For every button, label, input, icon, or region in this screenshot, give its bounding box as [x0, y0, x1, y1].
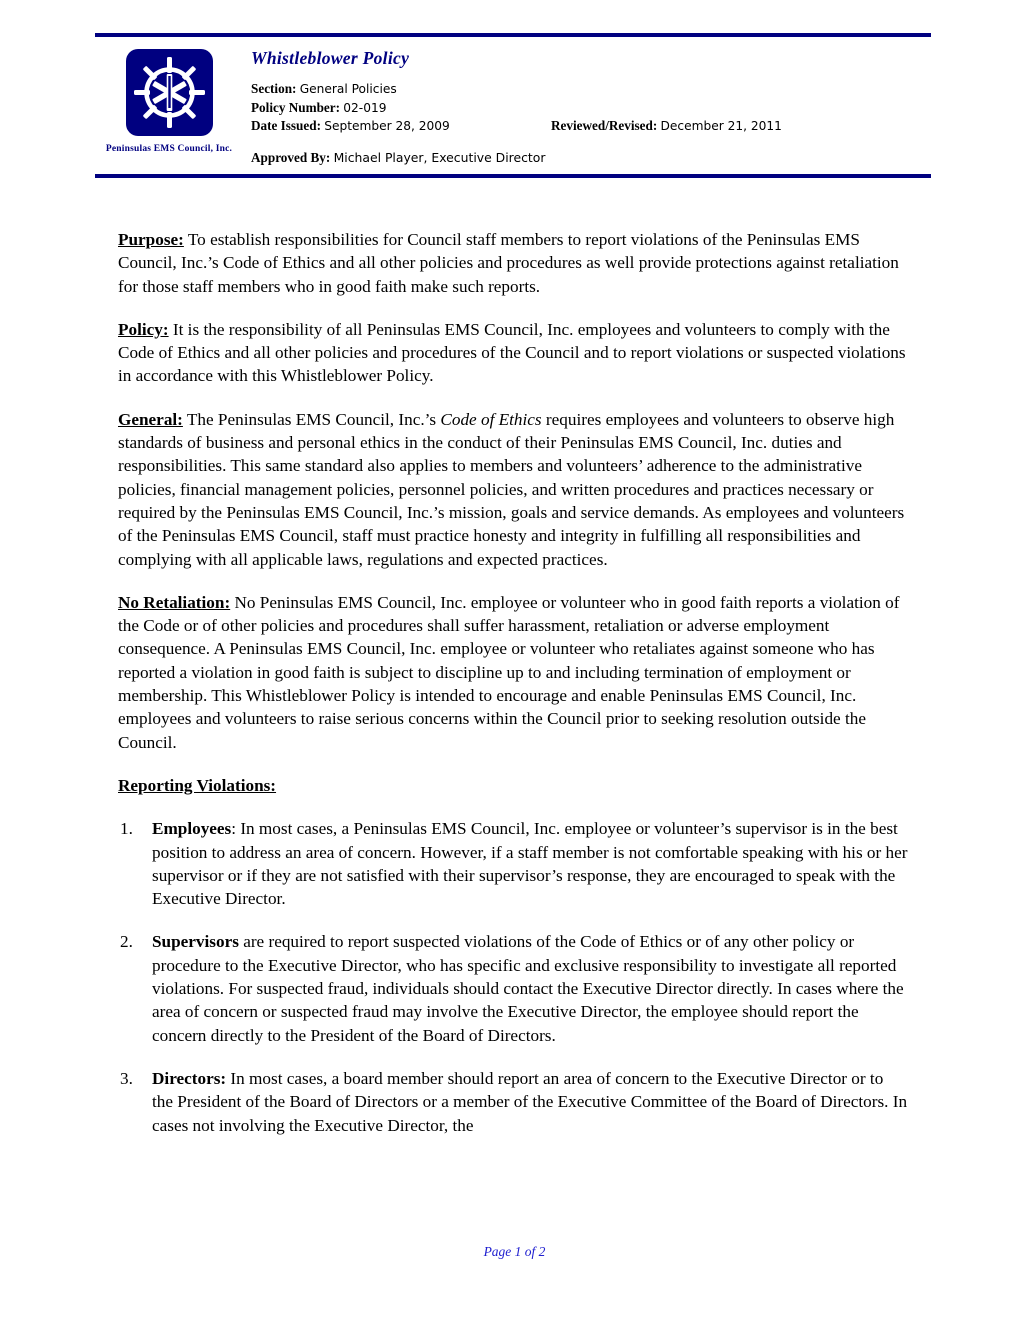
- header-bottom-rule: [95, 174, 931, 178]
- header-text-block: [243, 46, 931, 166]
- list-item-text: In most cases, a board member should report an area of concern to the Executive Director or to the President of the Board of Directors or a member of the Executive Committee of the Board of Directors. In cases not involving the Executive Director, the: [152, 1068, 908, 1135]
- list-item-number: 1.: [120, 819, 133, 839]
- list-item: [118, 930, 908, 1046]
- list-item-text: : In most cases, a Peninsulas EMS Council, Inc. employee or volunteer’s supervisor is in the best position to address an area of concern. However, if a staff member is not comfortable speaking with his or her supervisor or if they are not satisfied with their supervisor’s response, they are encouraged to speak with the Executive Director.: [152, 819, 908, 909]
- list-item-term: Supervisors: [152, 932, 239, 952]
- policy-number-value: 02-019: [343, 100, 387, 115]
- list-item-term: Employees: [152, 819, 232, 839]
- general-italic-phrase: Code of Ethics: [440, 409, 542, 429]
- page-number: Page 1 of 2: [483, 1244, 546, 1259]
- policy-lead: Policy:: [118, 319, 169, 339]
- list-item: [118, 817, 908, 910]
- approved-by-value: Michael Player, Executive Director: [333, 149, 546, 165]
- purpose-text: To establish responsibilities for Council staff members to report violations of the Peninsulas EMS Council, Inc.’s Code of Ethics and all other policies and procedures as well provide protections against retaliation for those staff members who in good faith make such reports.: [118, 230, 899, 296]
- section-value: General Policies: [299, 82, 397, 96]
- page-title: Whistleblower Policy: [251, 48, 410, 68]
- paragraph-general: [118, 408, 908, 571]
- date-issued-value: September 28, 2009: [324, 119, 450, 134]
- reviewed-value: December 21, 2011: [660, 119, 782, 134]
- no-retaliation-text: No Peninsulas EMS Council, Inc. employee or volunteer who in good faith reports a violation of the Code or of other policies and procedures shall suffer harassment, retaliation or adverse employment consequence. A Peninsulas EMS Council, Inc. employee or volunteer who retaliates against someone who has reported a violation in good faith is subject to discipline up to and including termination of employment or membership. This Whistleblower Policy is intended to encourage and enable Peninsulas EMS Council, Inc. employees and volunteers to raise serious concerns within the Council prior to seeking resolution outside the Council.: [118, 592, 900, 752]
- date-issued-label: Date Issued:: [251, 118, 321, 134]
- document-body: [118, 228, 908, 1157]
- reviewed-group: [551, 117, 931, 136]
- date-row: [251, 117, 931, 136]
- reviewed-label: Reviewed/Revised:: [551, 118, 658, 134]
- paragraph-no-retaliation: [118, 591, 908, 754]
- list-item-text: are required to report suspected violations of the Code of Ethics or of any other policy or procedure to the Executive Director, who has specific and exclusive responsibility to investigate all reported violations. For suspected fraud, individuals should contact the Executive Director directly. In cases where the area of concern or suspected fraud may involve the Executive Director, the employee should report the concern directly to the President of the Board of Directors.: [152, 932, 904, 1045]
- date-issued-group: [251, 117, 551, 136]
- section-label: Section:: [251, 81, 297, 96]
- policy-number-line: [251, 99, 931, 118]
- list-item-number: 2.: [120, 932, 133, 952]
- reporting-violations-heading: Reporting Violations:: [118, 775, 277, 795]
- organization-logo: [95, 46, 243, 154]
- ships-wheel-star-of-life-icon: [126, 49, 213, 136]
- logo-caption: Peninsulas EMS Council, Inc.: [105, 144, 233, 154]
- policy-number-label: Policy Number:: [251, 99, 340, 115]
- approved-by-line: [251, 150, 931, 166]
- document-footer: [0, 1243, 1029, 1261]
- list-item-number: 3.: [120, 1068, 133, 1088]
- list-item: [118, 1067, 908, 1137]
- document-header: [95, 33, 931, 178]
- no-retaliation-lead: No Retaliation:: [118, 592, 231, 612]
- paragraph-purpose: [118, 228, 908, 298]
- approved-by-label: Approved By:: [251, 149, 331, 165]
- reporting-violations-list: [118, 817, 908, 1137]
- general-text-before: The Peninsulas EMS Council, Inc.’s: [182, 409, 441, 429]
- list-item-term: Directors:: [152, 1068, 227, 1088]
- section-line: [251, 80, 931, 99]
- paragraph-policy: [118, 318, 908, 388]
- policy-text: It is the responsibility of all Peninsulas EMS Council, Inc. employees and volunteers to comply with the Code of Ethics and all other policies and procedures of the Council and to report violations or suspected violations in accordance with this Whistleblower Policy.: [118, 319, 906, 386]
- general-lead: General:: [118, 409, 183, 429]
- purpose-lead: Purpose:: [118, 230, 184, 249]
- general-text-after: requires employees and volunteers to observe high standards of business and personal ethics in the conduct of their Peninsulas EMS Council, Inc. duties and responsibilities. This same standard also applies to members and volunteers’ adherence to the administrative policies, financial management policies, personnel policies, and written procedures and practices necessary or required by the Peninsulas EMS Council, Inc.’s mission, goals and service demands. As employees and volunteers of the Peninsulas EMS Council, staff must practice honesty and integrity in fulfilling all responsibilities and complying with all applicable laws, regulations and expected practices.: [118, 409, 905, 569]
